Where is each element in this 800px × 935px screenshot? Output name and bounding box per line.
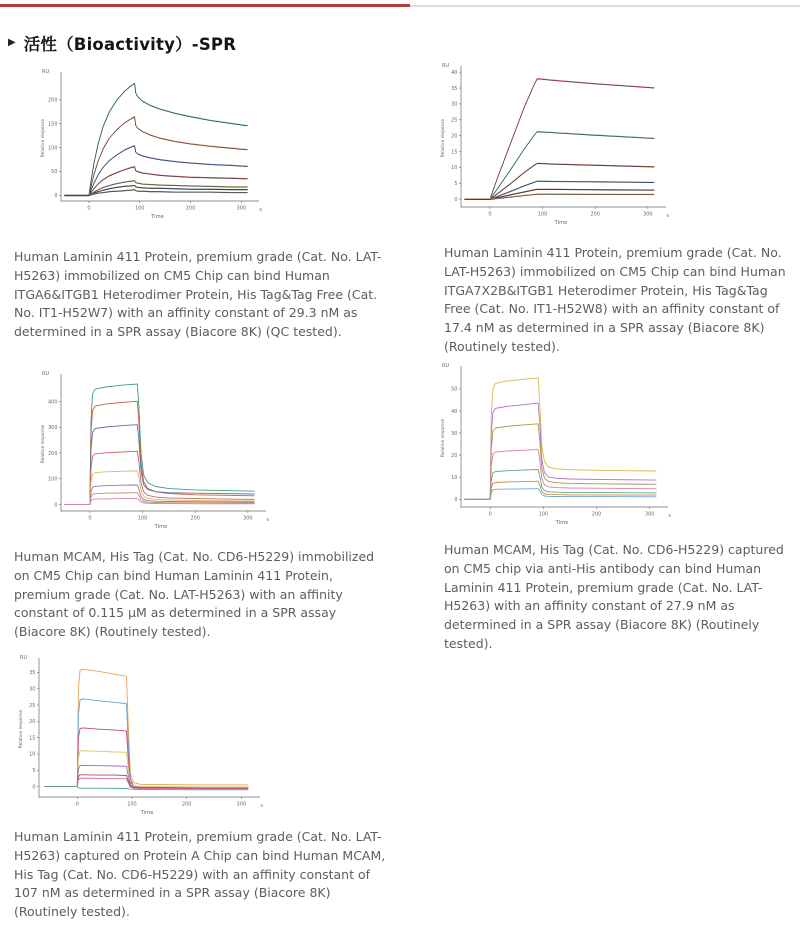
divider-accent-segment — [0, 4, 410, 7]
svg-text:150: 150 — [47, 121, 58, 128]
svg-text:40: 40 — [451, 69, 458, 76]
svg-text:Relative response: Relative response — [19, 709, 24, 749]
spr-sensorgram-chart-1 — [38, 66, 263, 226]
svg-text:25: 25 — [29, 702, 36, 709]
svg-text:100: 100 — [538, 511, 549, 518]
svg-text:200: 200 — [591, 511, 602, 518]
svg-text:s: s — [266, 517, 269, 523]
spr-sensorgram-chart-2 — [438, 60, 670, 232]
spr-sensorgram-chart-5 — [16, 652, 264, 822]
svg-text:100: 100 — [47, 145, 58, 152]
triangle-bullet-icon: ▶ — [8, 37, 16, 48]
svg-text:RU: RU — [442, 63, 450, 69]
svg-text:10: 10 — [29, 751, 36, 758]
figure-caption-4: Human MCAM, His Tag (Cat. No. CD6-H5229) captured on CM5 chip via anti-His antibody can bind Human Laminin 411 Protein, premium grade (Cat. No. LAT-H5263) with an affinity constant of 27.9 nM as determined in a SPR assay (Biacore 8K) (Routinely tested). — [444, 542, 784, 651]
figure-caption-3: Human MCAM, His Tag (Cat. No. CD6-H5229) immobilized on CM5 Chip can bind Human Laminin 411 Protein, premium grade (Cat. No. LAT-H5263) with an affinity constant of 0.115 μM as determined in a SPR assay (Biacore 8K) (Routinely tested). — [14, 549, 375, 639]
svg-text:20: 20 — [451, 133, 458, 140]
svg-text:200: 200 — [590, 211, 600, 218]
svg-text:300: 300 — [236, 205, 247, 212]
svg-text:RU: RU — [42, 371, 50, 377]
svg-text:200: 200 — [181, 801, 192, 808]
svg-text:100: 100 — [137, 515, 148, 522]
svg-text:s: s — [668, 513, 671, 519]
svg-text:10: 10 — [451, 474, 458, 481]
svg-text:Time: Time — [140, 810, 154, 816]
svg-text:300: 300 — [243, 515, 253, 522]
svg-text:0: 0 — [454, 497, 458, 504]
svg-text:35: 35 — [29, 670, 36, 677]
svg-text:400: 400 — [47, 399, 58, 406]
svg-text:Relative response: Relative response — [41, 118, 46, 158]
svg-text:15: 15 — [451, 149, 458, 156]
svg-text:0: 0 — [454, 196, 458, 203]
divider-rest-segment — [410, 5, 800, 7]
svg-text:35: 35 — [451, 85, 458, 92]
svg-text:200: 200 — [47, 97, 58, 104]
svg-text:300: 300 — [236, 801, 247, 808]
svg-text:30: 30 — [29, 686, 36, 693]
svg-text:300: 300 — [643, 211, 653, 218]
svg-text:Time: Time — [154, 524, 168, 530]
svg-text:s: s — [666, 213, 669, 219]
svg-text:50: 50 — [451, 386, 458, 393]
svg-text:0: 0 — [54, 193, 58, 200]
section-title: 活性（Bioactivity）-SPR — [23, 35, 237, 54]
figure-caption-5: Human Laminin 411 Protein, premium grade (Cat. No. LAT-H5263) captured on Protein A Chip can bind Human MCAM, His Tag (Cat. No. CD6-H5229) with an affinity constant of 107 nM as determined in a SPR assay (Biacore 8K) (Routinely tested). — [14, 829, 386, 919]
svg-text:20: 20 — [451, 452, 458, 459]
figure-caption-2: Human Laminin 411 Protein, premium grade (Cat. No. LAT-H5263) immobilized on CM5 Chip can bind Human ITGA7X2B&ITGB1 Heterodimer Protein, His Tag&Tag Free (Cat. No. IT1-H52W8) with an affinity constant of 17.4 nM as determined in a SPR assay (Biacore 8K) (Routinely tested). — [444, 245, 786, 354]
svg-text:Relative response: Relative response — [441, 118, 446, 158]
svg-text:Time: Time — [554, 220, 568, 226]
spr-sensorgram-chart-4 — [438, 360, 672, 532]
spr-sensorgram-chart-3 — [38, 368, 270, 536]
svg-text:RU: RU — [42, 69, 50, 75]
svg-text:0: 0 — [488, 211, 492, 218]
svg-text:15: 15 — [29, 735, 36, 742]
svg-text:200: 200 — [190, 515, 200, 522]
svg-text:5: 5 — [454, 181, 458, 188]
svg-text:0: 0 — [75, 801, 79, 808]
svg-text:0: 0 — [488, 511, 492, 518]
svg-text:0: 0 — [54, 502, 58, 509]
svg-text:Time: Time — [151, 214, 164, 220]
svg-text:30: 30 — [451, 101, 458, 108]
svg-text:25: 25 — [451, 117, 458, 124]
svg-text:100: 100 — [537, 211, 548, 218]
svg-text:300: 300 — [47, 425, 58, 432]
section-toggle-bioactivity-spr[interactable] — [8, 31, 236, 55]
svg-text:100: 100 — [127, 801, 137, 808]
svg-text:50: 50 — [51, 169, 58, 176]
svg-text:Relative response: Relative response — [41, 424, 46, 464]
svg-text:20: 20 — [29, 719, 36, 726]
svg-text:40: 40 — [451, 408, 458, 415]
svg-text:5: 5 — [32, 768, 36, 775]
svg-text:0: 0 — [88, 515, 92, 522]
svg-text:RU: RU — [442, 363, 450, 369]
svg-text:0: 0 — [87, 205, 91, 212]
svg-text:Relative response: Relative response — [441, 418, 446, 458]
svg-text:0: 0 — [32, 784, 36, 791]
svg-text:10: 10 — [451, 165, 458, 172]
svg-text:200: 200 — [47, 450, 58, 457]
svg-text:Time: Time — [555, 520, 569, 526]
svg-text:s: s — [260, 803, 263, 809]
svg-text:100: 100 — [47, 476, 58, 483]
svg-text:200: 200 — [185, 205, 196, 212]
svg-text:s: s — [259, 207, 262, 213]
figure-caption-1: Human Laminin 411 Protein, premium grade (Cat. No. LAT-H5263) immobilized on CM5 Chip can bind Human ITGA6&ITGB1 Heterodimer Protein, His Tag&Tag Free (Cat. No. IT1-H52W7) with an affinity constant of 29.3 nM as determined in a SPR assay (Biacore 8K) (QC tested). — [14, 249, 382, 339]
svg-text:300: 300 — [644, 511, 655, 518]
svg-text:30: 30 — [451, 430, 458, 437]
section-divider-bar — [0, 4, 800, 7]
svg-text:100: 100 — [134, 205, 145, 212]
svg-text:RU: RU — [20, 655, 28, 661]
